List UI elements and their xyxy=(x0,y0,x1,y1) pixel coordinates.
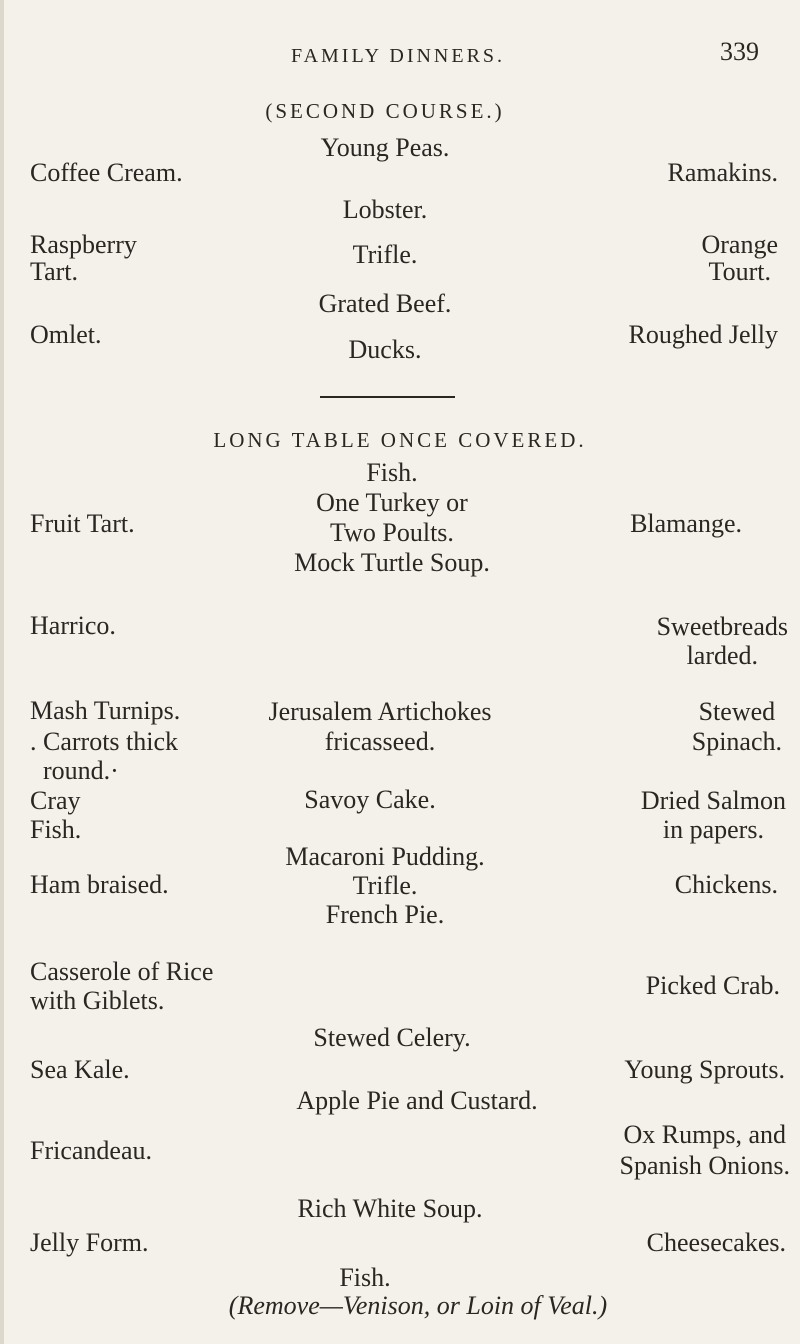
dish-cray-fish: Cray Fish. xyxy=(30,786,82,844)
page-number: 339 xyxy=(720,37,759,66)
dish-ramakins: Ramakins. xyxy=(667,158,778,187)
long-table-heading: LONG TABLE ONCE COVERED. xyxy=(213,428,587,452)
dish-dried-salmon: Dried Salmon in papers. xyxy=(640,786,786,844)
dish-chickens: Chickens. xyxy=(674,870,778,899)
dish-young-sprouts: Young Sprouts. xyxy=(624,1055,785,1084)
dish-ox-rumps: Ox Rumps, and Spanish Onions. xyxy=(619,1120,790,1180)
dish-carrots: . Carrots thick round.· xyxy=(30,727,179,785)
page-edge-shadow xyxy=(0,0,4,1344)
dish-rich-white-soup: Rich White Soup. xyxy=(297,1194,483,1223)
dish-savoy-cake: Savoy Cake. xyxy=(304,785,436,814)
remove-note: (Remove—Venison, or Loin of Veal.) xyxy=(228,1291,608,1320)
dish-picked-crab: Picked Crab. xyxy=(645,971,780,1000)
dish-casserole: Casserole of Rice with Giblets. xyxy=(30,957,214,1015)
dish-macaroni-trifle-pie: Macaroni Pudding. Trifle. French Pie. xyxy=(285,842,485,929)
dish-sea-kale: Sea Kale. xyxy=(30,1055,130,1084)
dish-omlet: Omlet. xyxy=(30,320,102,349)
dish-fish-turkey-soup: Fish. One Turkey or Two Poults. Mock Turtle Soup. xyxy=(294,458,490,577)
dish-grated-beef: Grated Beef. xyxy=(318,289,452,318)
dish-apple-pie: Apple Pie and Custard. xyxy=(296,1086,538,1115)
dish-mash-turnips: Mash Turnips. xyxy=(30,696,181,725)
dish-ducks: Ducks. xyxy=(348,335,422,364)
dish-trifle: Trifle. xyxy=(352,240,418,269)
dish-jelly-form: Jelly Form. xyxy=(30,1228,149,1257)
dish-cheesecakes: Cheesecakes. xyxy=(646,1228,786,1257)
dish-stewed-celery: Stewed Celery. xyxy=(313,1023,471,1052)
section-divider xyxy=(320,396,455,398)
second-course-heading: (SECOND COURSE.) xyxy=(265,99,505,123)
dish-ham-braised: Ham braised. xyxy=(30,870,169,899)
dish-roughed-jelly: Roughed Jelly xyxy=(628,320,778,349)
dish-blamange: Blamange. xyxy=(630,509,742,538)
dish-sweetbreads: Sweetbreads larded. xyxy=(656,612,788,670)
dish-raspberry-tart: Raspberry Tart. xyxy=(30,230,137,286)
dish-fruit-tart: Fruit Tart. xyxy=(30,509,135,538)
dish-young-peas: Young Peas. xyxy=(320,133,450,162)
dish-coffee-cream: Coffee Cream. xyxy=(30,158,183,187)
dish-stewed-spinach: Stewed Spinach. xyxy=(691,697,782,756)
dish-lobster: Lobster. xyxy=(342,195,428,224)
dish-orange-tourt: Orange Tourt. xyxy=(701,230,778,286)
running-title: FAMILY DINNERS. xyxy=(290,45,506,67)
dish-harrico: Harrico. xyxy=(30,611,116,640)
dish-jerusalem-artichokes: Jerusalem Artichokes fricasseed. xyxy=(268,697,492,756)
dish-fricandeau: Fricandeau. xyxy=(30,1136,153,1165)
dish-fish-bottom: Fish. xyxy=(339,1263,391,1292)
